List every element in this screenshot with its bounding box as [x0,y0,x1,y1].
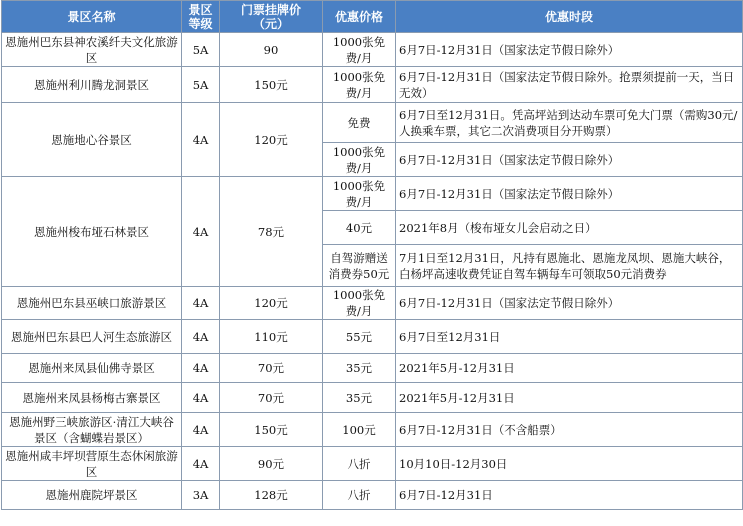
header-price: 门票挂牌价 （元） [220,1,323,33]
table-row [2,33,743,67]
scenic-level: 3A [182,481,220,510]
discount-price: 八折 [323,481,396,510]
table-row [2,383,743,413]
ticket-price: 120元 [220,287,323,320]
scenic-level: 4A [182,287,220,320]
table-row [2,103,743,143]
discount-price: 1000张免费/月 [323,67,396,103]
scenic-name: 恩施州巴东县巴人河生态旅游区 [2,320,182,354]
discount-period: 10月10日-12月30日 [396,447,743,481]
scenic-level: 5A [182,33,220,67]
header-level: 景区 等级 [182,1,220,33]
table-row [2,287,743,320]
discount-price: 55元 [323,320,396,354]
table-row [2,413,743,447]
ticket-price: 70元 [220,383,323,413]
ticket-price: 150元 [220,67,323,103]
header-period: 优惠时段 [396,1,743,33]
scenic-level: 4A [182,320,220,354]
discount-period: 6月7日-12月31日（国家法定节假日除外） [396,177,743,211]
table-row [2,177,743,211]
table-row [2,481,743,510]
scenic-level: 4A [182,103,220,177]
discount-price: 1000张免费/月 [323,287,396,320]
discount-period: 6月7日-12月31日（国家法定节假日除外） [396,143,743,177]
scenic-level: 4A [182,354,220,383]
discount-table [1,0,743,510]
discount-price: 35元 [323,383,396,413]
scenic-level: 4A [182,413,220,447]
scenic-name: 恩施州来凤县仙佛寺景区 [2,354,182,383]
discount-period: 6月7日-12月31日（国家法定节假日除外。抢票须提前一天，当日无效） [396,67,743,103]
table-row [2,67,743,103]
discount-period: 6月7日-12月31日（国家法定节假日除外） [396,287,743,320]
scenic-name: 恩施州鹿院坪景区 [2,481,182,510]
ticket-price: 70元 [220,354,323,383]
discount-period: 6月7日至12月31日。凭高坪站到达动车票可免大门票（需购30元/人换乘车票，其它二次消费项目分开购票） [396,103,743,143]
discount-price: 1000张免费/月 [323,177,396,211]
scenic-name: 恩施州来凤县杨梅古寨景区 [2,383,182,413]
discount-price: 八折 [323,447,396,481]
ticket-price: 78元 [220,177,323,287]
ticket-price: 150元 [220,413,323,447]
discount-price: 1000张免费/月 [323,143,396,177]
discount-price: 自驾游赠送消费券50元 [323,245,396,287]
table-row [2,320,743,354]
table-row [2,447,743,481]
ticket-price: 90 [220,33,323,67]
discount-price: 35元 [323,354,396,383]
scenic-level: 4A [182,383,220,413]
table-row [2,354,743,383]
header-row [2,1,743,33]
header-discount: 优惠价格 [323,1,396,33]
scenic-level: 5A [182,67,220,103]
header-name: 景区名称 [2,1,182,33]
discount-period: 6月7日至12月31日 [396,320,743,354]
ticket-price: 90元 [220,447,323,481]
scenic-name: 恩施州野三峡旅游区·清江大峡谷景区（含蝴蝶岩景区） [2,413,182,447]
scenic-level: 4A [182,447,220,481]
scenic-name: 恩施州梭布垭石林景区 [2,177,182,287]
discount-price: 100元 [323,413,396,447]
ticket-price: 120元 [220,103,323,177]
ticket-price: 110元 [220,320,323,354]
discount-period: 2021年5月-12月31日 [396,354,743,383]
discount-period: 6月7日-12月31日 [396,481,743,510]
scenic-level: 4A [182,177,220,287]
discount-price: 1000张免费/月 [323,33,396,67]
discount-period: 2021年5月-12月31日 [396,383,743,413]
ticket-price: 128元 [220,481,323,510]
discount-period: 6月7日-12月31日（国家法定节假日除外） [396,33,743,67]
scenic-name: 恩施地心谷景区 [2,103,182,177]
discount-price: 40元 [323,211,396,245]
discount-price: 免费 [323,103,396,143]
scenic-name: 恩施州利川腾龙洞景区 [2,67,182,103]
discount-period: 7月1日至12月31日，凡持有恩施北、恩施龙凤坝、恩施大峡谷，白杨坪高速收费凭证自驾车辆每车可领取50元消费券 [396,245,743,287]
scenic-name: 恩施州巴东县巫峡口旅游景区 [2,287,182,320]
discount-period: 6月7日-12月31日（不含船票） [396,413,743,447]
scenic-name: 恩施州咸丰坪坝营原生态休闲旅游区 [2,447,182,481]
discount-period: 2021年8月（梭布垭女儿会启动之日） [396,211,743,245]
scenic-name: 恩施州巴东县神农溪纤夫文化旅游区 [2,33,182,67]
